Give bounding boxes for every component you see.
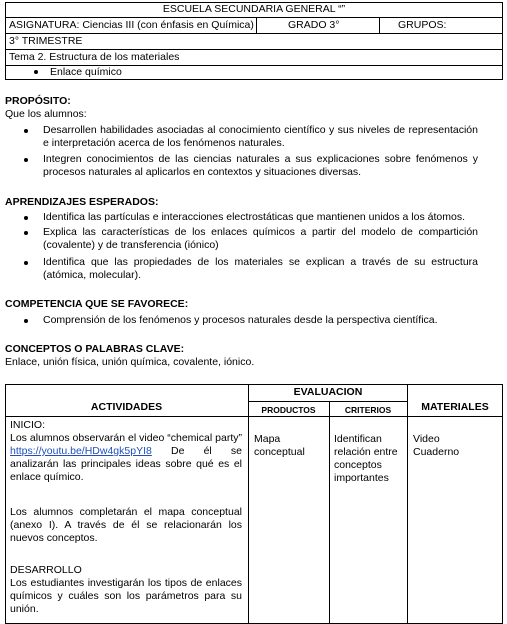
- table-divider-evaluation: [248, 401, 408, 402]
- table-divider-products: [329, 401, 330, 624]
- inicio-label: INICIO:: [10, 419, 46, 431]
- inicio-paragraph-1: [10, 432, 242, 484]
- table-divider-activities: [248, 384, 249, 624]
- purpose-item-text: Desarrollen habilidades asociadas al conocimiento científico y sus niveles de representación e interpretación acerca de los fenómenos naturales.: [43, 124, 478, 149]
- competence-item: [20, 314, 478, 328]
- subject-label: ASIGNATURA: Ciencias III (con énfasis en Química): [9, 19, 254, 31]
- materials-header: MATERIALES: [421, 401, 489, 413]
- materials-text: Video Cuaderno: [413, 433, 460, 458]
- header-divider-2: [379, 17, 380, 34]
- bullet-icon: [24, 216, 28, 220]
- bullet-icon: [24, 129, 28, 133]
- learning-item: [20, 211, 478, 225]
- bullet-icon: [24, 158, 28, 162]
- concepts-title: CONCEPTOS O PALABRAS CLAVE:: [5, 343, 185, 355]
- products-header: PRODUCTOS: [261, 405, 316, 415]
- concepts-text: Enlace, unión física, unión química, covalente, iónico.: [5, 356, 255, 368]
- video-link[interactable]: https://youtu.be/HDw4gk5pYI8: [10, 445, 152, 457]
- table-divider-criteria: [407, 384, 408, 624]
- learning-item: [20, 226, 478, 254]
- bullet-icon: [24, 231, 28, 235]
- inicio-p1-rest: De él se analizarán las principales ideas sobre qué es el enlace químico.: [10, 445, 242, 483]
- purpose-item: [20, 124, 478, 152]
- desarrollo-paragraph-1: Los estudiantes investigarán los tipos de enlaces químicos y cuáles son los parámetros para su unión.: [10, 577, 242, 615]
- product-text: Mapa conceptual: [254, 433, 305, 458]
- term-label: 3° TRIMESTRE: [9, 35, 83, 47]
- school-name: ESCUELA SECUNDARIA GENERAL “”: [162, 3, 346, 15]
- grade-label: GRADO 3°: [288, 19, 340, 31]
- groups-label: GRUPOS:: [398, 19, 447, 31]
- purpose-item: [20, 153, 478, 181]
- purpose-item-text: Integren conocimientos de las ciencias naturales a sus explicaciones sobre fenómenos y procesos naturales al aplicarlos en contextos y situaciones diversas.: [43, 153, 478, 178]
- topic-label: Tema 2. Estructura de los materiales: [9, 51, 180, 63]
- learning-item-text: Explica las características de los enlaces químicos a partir del modelo de compartición (covalente) y de transferencia (iónico): [43, 226, 478, 251]
- desarrollo-label: DESARROLLO: [10, 564, 82, 576]
- competence-title: COMPETENCIA QUE SE FAVORECE:: [5, 298, 189, 310]
- bullet-icon: [24, 261, 28, 265]
- criteria-header: CRITERIOS: [344, 405, 392, 415]
- learning-item-text: Identifica las partículas e interacciones electrostáticas que mantienen unidos a los átomos.: [43, 211, 465, 223]
- bullet-icon: [24, 319, 28, 323]
- purpose-intro: Que los alumnos:: [5, 108, 87, 120]
- inicio-paragraph-2: Los alumnos completarán el mapa conceptual (anexo I). A través de él se relacionarán los nuevos conceptos.: [10, 506, 242, 544]
- criteria-text: Identifican relación entre conceptos importantes: [334, 433, 398, 484]
- header-divider-1: [256, 17, 257, 34]
- competence-item-text: Comprensión de los fenómenos y procesos naturales desde la perspectiva científica.: [43, 314, 438, 326]
- activities-header: ACTIVIDADES: [90, 401, 163, 413]
- evaluation-header: EVALUACION: [293, 386, 363, 398]
- learning-item: [20, 256, 478, 284]
- subtopic-label: Enlace químico: [50, 66, 122, 78]
- subtopic-bullet: [34, 70, 38, 74]
- learning-item-text: Identifica que las propiedades de los materiales se explican a través de su estructura (atómica, molecular).: [43, 256, 478, 281]
- inicio-p1-text: Los alumnos observarán el video “chemical party”: [10, 432, 242, 444]
- learning-title: APRENDIZAJES ESPERADOS:: [5, 196, 159, 208]
- purpose-title: PROPÓSITO:: [5, 95, 71, 107]
